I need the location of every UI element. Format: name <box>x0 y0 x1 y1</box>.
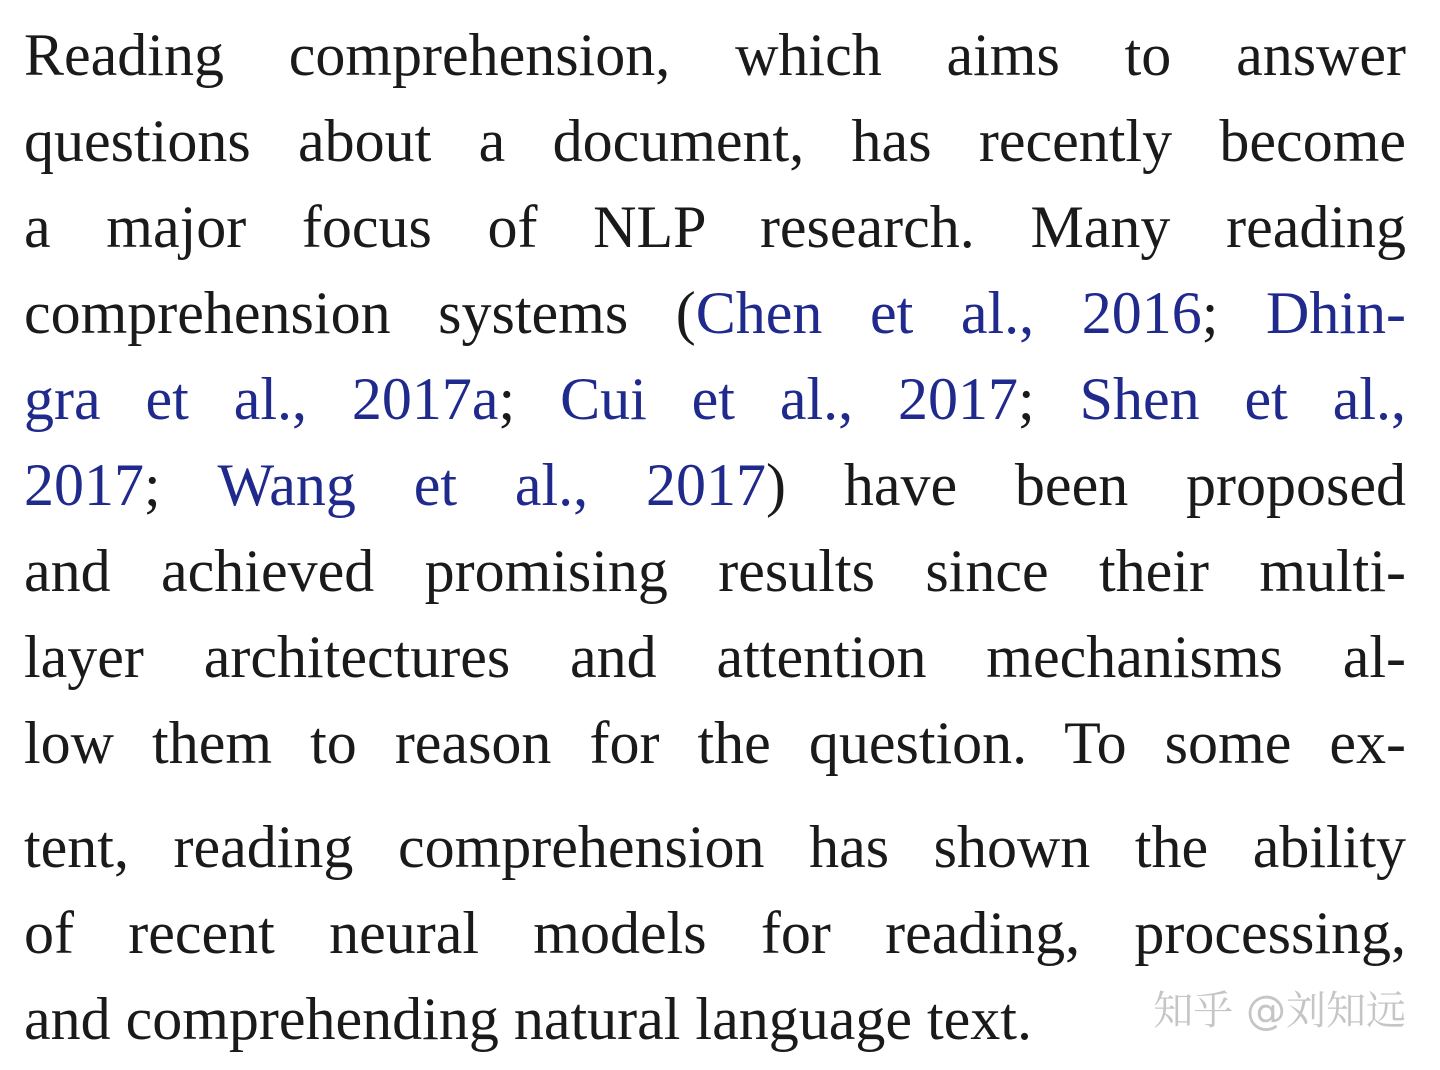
text-line <box>24 700 1406 786</box>
text-run: a major focus of NLP research. Many reading <box>24 194 1406 260</box>
text-run: ; <box>1018 366 1080 432</box>
watermark: 知乎 @刘知远 <box>1153 988 1406 1034</box>
citation-link[interactable]: Wang et al., 2017 <box>217 452 767 518</box>
text-line <box>24 12 1406 98</box>
text-line <box>24 184 1406 270</box>
citation-link[interactable]: Cui et al., 2017 <box>560 366 1019 432</box>
text-run: of recent neural models for reading, processing, <box>24 900 1406 966</box>
text-run: and achieved promising results since their multi- <box>24 538 1406 604</box>
text-line <box>24 98 1406 184</box>
text-line <box>24 804 1406 890</box>
citation-link[interactable]: Chen et al., 2016 <box>695 280 1202 346</box>
text-line <box>24 356 1406 442</box>
text-line <box>24 976 1406 1062</box>
text-line <box>24 528 1406 614</box>
citation-link[interactable]: Dhin- <box>1266 280 1406 346</box>
text-line <box>24 270 1406 356</box>
text-line <box>24 890 1406 976</box>
text-run: comprehension systems ( <box>24 280 696 346</box>
text-run: questions about a document, has recently become <box>24 108 1406 174</box>
text-run: low them to reason for the question. To some ex- <box>24 710 1406 776</box>
citation-link[interactable]: Shen et al., <box>1079 366 1406 432</box>
text-run: layer architectures and attention mechanisms al- <box>24 624 1406 690</box>
text-run: ; <box>1201 280 1267 346</box>
text-run: ; <box>498 366 561 432</box>
text-run: ; <box>144 452 218 518</box>
text-run: Reading comprehension, which aims to answer <box>24 22 1406 88</box>
text-run: tent, reading comprehension has shown the ability <box>24 814 1406 880</box>
citation-link[interactable]: 2017 <box>24 452 144 518</box>
citation-link[interactable]: gra et al., 2017a <box>24 366 499 432</box>
text-line <box>24 442 1406 528</box>
text-line <box>24 614 1406 700</box>
text-run: ) have been proposed <box>766 452 1406 518</box>
text-run: and comprehending natural language text. <box>24 986 1032 1052</box>
